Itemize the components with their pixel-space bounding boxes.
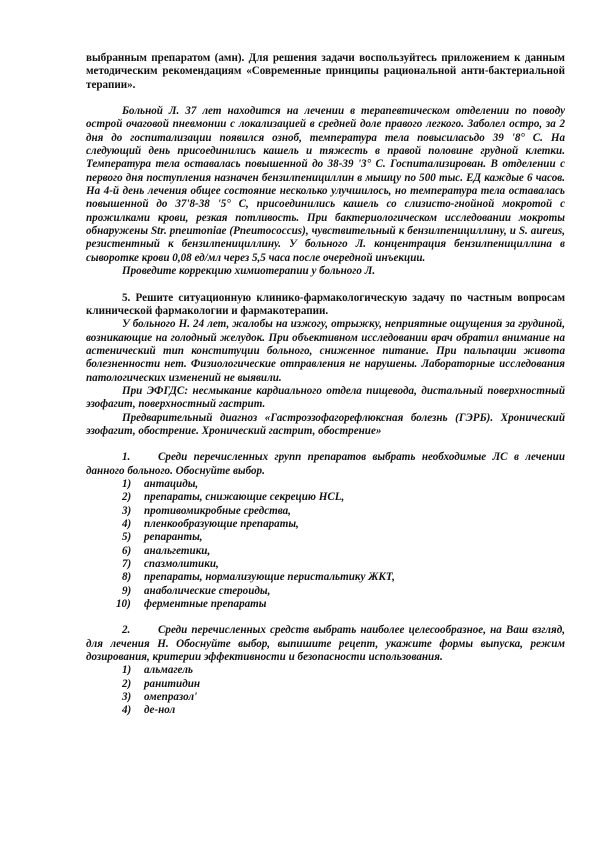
- list-item: [86, 478, 565, 491]
- list-item-text: альмагель: [144, 664, 193, 677]
- question-1: [86, 451, 565, 478]
- question-2-number: 2.: [122, 624, 131, 637]
- list-item-text: пленкообразующие препараты,: [144, 518, 299, 530]
- list-item-text: ранитидин: [144, 677, 201, 690]
- list-item-text: омепразол': [144, 691, 198, 704]
- list-item-text: анальгетики,: [144, 544, 211, 557]
- list-item-number: 3): [122, 691, 132, 704]
- question-2-text: Среди перечисленных средств выбрать наиболее целесообразное, на Ваш взгляд, для лечения Н. Обоснуйте выбор, выпишите рецепт, укажите формы выпуска, режим дозирования, критерии эффективности и безопасности использования.: [86, 624, 565, 664]
- list-item-text: де-нол: [144, 704, 176, 717]
- list-item-number: 2): [122, 491, 132, 504]
- question-2-options: [86, 664, 565, 717]
- list-item-text: анаболические стероиды,: [144, 584, 271, 597]
- list-item-text: антациды,: [144, 477, 199, 490]
- question-2: [86, 624, 565, 664]
- list-item: [86, 585, 565, 598]
- list-item: [86, 598, 565, 611]
- task5-complaints: У больного Н. 24 лет, жалобы на изжогу, отрыжку, неприятные ощущения за грудиной, возникающие на голодный желудок. При объективном исследовании врач обратил внимание на астенический тип конституции больного, сниженное питание. При пальпации живота болезненности нет. Физиологические отправления не нарушены. Лабораторные исследования патологических изменений не выявили.: [86, 318, 565, 384]
- list-item-number: 1): [122, 477, 132, 490]
- list-item: [86, 505, 565, 518]
- list-item-number: 4): [122, 704, 132, 717]
- list-item-number: 3): [122, 504, 132, 517]
- intro-paragraph: выбранным препаратом (амн). Для решения задачи воспользуйтесь приложением к данным методическим рекомендациям «Современные принципы рациональной анти-бактериальной терапии».: [86, 52, 565, 91]
- list-item-number: 2): [122, 677, 132, 690]
- question-1-text: Среди перечисленных групп препаратов выбрать необходимые ЛС в лечении данного больного. Обоснуйте выбор.: [86, 451, 565, 477]
- list-item: [86, 691, 565, 704]
- task5-heading: 5. Решите ситуационную клинико-фармакологическую задачу по частным вопросам клинической фармакологии и фармакотерапии.: [86, 291, 565, 317]
- case4-task: Проведите коррекцию химиотерапии у больного Л.: [122, 265, 376, 278]
- question-1-options: [86, 478, 565, 611]
- spacer: [86, 611, 565, 624]
- list-item-text: препараты, снижающие секрецию HCL,: [144, 491, 345, 504]
- list-item-number: 4): [122, 518, 132, 530]
- document-page: [86, 52, 565, 718]
- list-item: [86, 664, 565, 677]
- list-item: [86, 678, 565, 691]
- list-item: [86, 531, 565, 544]
- list-item: [86, 518, 565, 531]
- list-item-text: спазмолитики,: [144, 558, 219, 571]
- case4-text: Больной Л. 37 лет находится на лечении в терапевтическом отделении по поводу острой очаговой пневмонии с локализацией в средней доле правого легкого. Заболел остро, за 2 дня до госпитализации появился озноб, температура тела повысиласьдо 39 '8° С. На следующий день присоединились кашель и тяжесть в правой половине грудной клетки. Температура тела оставалась повышенной до 38-39 '3° С. Госпитализирован. В отделении с первого дня поступления назначен бензилпенициллин в мышцу по 500 тыс. ЕД каждые 6 часов. На 4-й день лечения общее состояние несколько улучшилось, но температура тела оставалась повышенной до 37'8-38 '5° С, присоединились кашель со слизисто-гнойной мокротой с прожилками крови, резкая потливость. При бактериологическом исследовании мокроты обнаружены Str. pneumoniae (Pneumococcus), чувствительный к бензилпенициллину, и S. aureus, резистентный к бензилпенициллину. У больного Л. концентрация бензилпенициллина в сыворотке крови 0,08 ед/мл через 5,5 часа после очередной инъекции.: [86, 105, 565, 264]
- task5-egds: При ЭФГДС: несмыкание кардиального отдела пищевода, дистальный поверхностный эзофагит, поверхностный гастрит.: [86, 384, 565, 411]
- list-item-text: препараты, нормализующие перистальтику ЖКТ,: [144, 571, 395, 584]
- list-item: [86, 571, 565, 584]
- list-item-number: 5): [122, 531, 132, 544]
- spacer: [86, 279, 565, 292]
- list-item: [86, 545, 565, 558]
- list-item-text: противомикробные средства,: [144, 504, 291, 517]
- list-item-number: 9): [122, 584, 132, 597]
- list-item: [86, 704, 565, 717]
- list-item-number: 7): [122, 558, 132, 571]
- list-item-text: репаранты,: [144, 531, 203, 544]
- list-item-number: 8): [122, 571, 132, 584]
- list-item-text: ферментные препараты: [144, 598, 267, 611]
- spacer: [86, 92, 565, 105]
- list-item: [86, 558, 565, 571]
- task5-diagnosis: Предварительный диагноз «Гастроэзофагорефлюксная болезнь (ГЭРБ). Хронический эзофагит, обострение. Хронический гастрит, обострение»: [86, 411, 565, 437]
- list-item-number: 6): [122, 544, 132, 557]
- list-item-number: 1): [122, 664, 132, 677]
- list-item: [86, 491, 565, 504]
- list-item-number: 10): [116, 598, 131, 611]
- question-1-number: 1.: [122, 451, 131, 464]
- spacer: [86, 438, 565, 451]
